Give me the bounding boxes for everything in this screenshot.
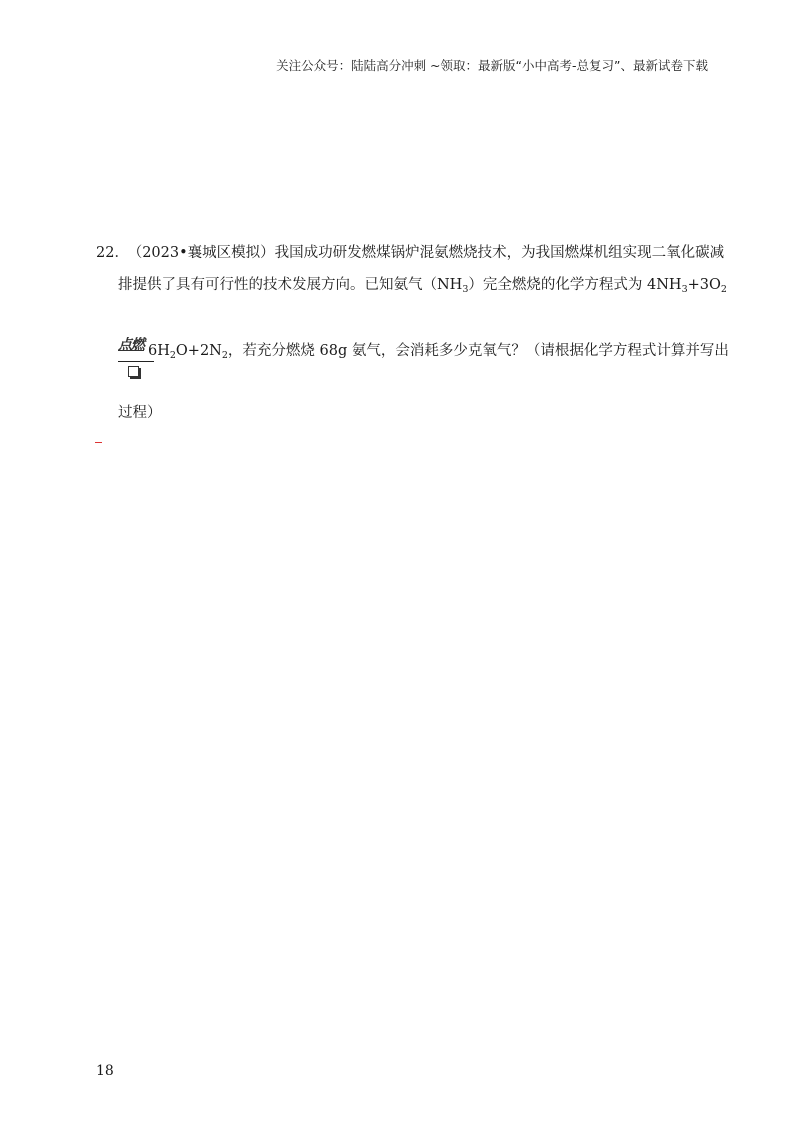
reaction-arrow-line — [118, 361, 154, 362]
line3-sub-b: 2 — [221, 350, 228, 361]
line2-sub-c: 2 — [720, 284, 727, 295]
question-line-2 — [118, 270, 727, 300]
question-source-and-intro: （2023•襄城区模拟）我国成功研发燃煤锅炉混氨燃烧技术，为我国燃煤机组实现二氧化碳减 — [134, 245, 725, 261]
question-line-3 — [148, 336, 729, 366]
reaction-arrow — [118, 334, 154, 380]
question-number: 22． — [96, 245, 129, 261]
reaction-condition-label: 点燃 — [118, 337, 144, 353]
line2-sub-b: 3 — [681, 284, 688, 295]
line3-sub-a: 2 — [169, 350, 176, 361]
line3-text-a: 6H — [148, 343, 170, 359]
line2-text-b: ）完全燃烧的化学方程式为 4NH — [468, 277, 682, 293]
line4-text: 过程） — [118, 405, 162, 421]
line2-text-a: 排提供了具有可行性的技术发展方向。已知氨气（NH — [118, 277, 463, 293]
page-header: 关注公众号：陆陆高分冲刺 ~领取：最新版“小中高考-总复习”、最新试卷下载 — [276, 58, 708, 73]
placeholder-box-icon — [128, 366, 139, 377]
question-line-4 — [118, 398, 162, 428]
line3-text-c: ，若充分燃烧 68g 氨气，会消耗多少克氧气？（请根据化学方程式计算并写出 — [227, 343, 729, 359]
line2-text-c: +3O — [687, 277, 721, 293]
line3-text-b: O+2N — [175, 343, 222, 359]
question-line-1 — [96, 238, 724, 268]
line2-sub-a: 3 — [462, 284, 469, 295]
page-number: 18 — [96, 1063, 114, 1079]
red-cursor-mark — [95, 442, 102, 443]
